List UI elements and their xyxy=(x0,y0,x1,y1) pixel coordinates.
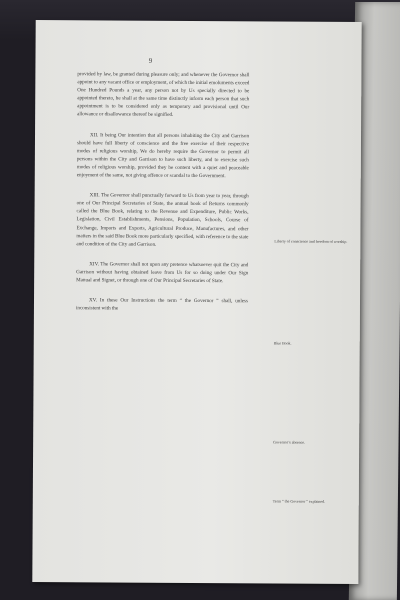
margin-note-blue-book: Blue Book. xyxy=(273,341,292,346)
paragraph-xv-term-governor: XV. In these Our Instructions the term “ the Governor ” shall, unless inconsistent with the xyxy=(75,297,249,312)
paragraph-xiv-governor-absence: XIV. The Governor shall not upon any pretence whatsoever quit the City and Garrison without having obtained leave from Us for so doing under Our Sign Manual and Signet, or through one of Our Principal Secretaries of State. xyxy=(76,261,249,285)
paragraph-xii-liberty-of-conscience: XII. It being Our intention that all persons inhabiting the City and Garrison should have full liberty of conscience and the free exercise of their respective modes of religious worship, We do hereby require the Governor to permit all persons within the City and Garrison to have such liberty, and to exercise such modes of religious worship, provided they be content with a quiet and peaceable enjoyment of the same, not giving offence or scandal to the Government. xyxy=(76,131,250,180)
margin-note-liberty-of-conscience: Liberty of conscience and freedom of worship. xyxy=(274,239,348,244)
margin-note-term-governor: Term “ the Governor ” explained. xyxy=(272,499,326,504)
margin-note-governor-absence: Governor’s absence. xyxy=(273,440,306,445)
paragraph-xiii-blue-book: XIII. The Governor shall punctually forward to Us from year to year, through one of Our Principal Secretaries of State, the annual book of Returns commonly called the Blue Book, relating to the Revenue and Expenditure, Public Works, Legislation, Civil Establishments, Pensions, Population, Schools, Course of Exchange, Imports and Exports, Agricultural Produce, Manufactures, and other matters in the said Blue Book more particularly specified, with reference to the state and condition of the City and Garrison. xyxy=(76,192,249,248)
document-page xyxy=(32,20,361,584)
paragraph-continuation: provided by law, be granted during pleasure only; and whenever the Governor shall appoint to any vacant office or employment, of which the initial emoluments exceed One Hundred Pounds a year, any person not by Us specially directed to be appointed thereto, he shall at the same time distinctly inform each person that such appointment is to be considered only as temporary and provisional until Our allowance or disallowance thereof be signified. xyxy=(77,71,250,119)
body-text xyxy=(76,70,249,313)
page-number: 9 xyxy=(148,56,153,65)
